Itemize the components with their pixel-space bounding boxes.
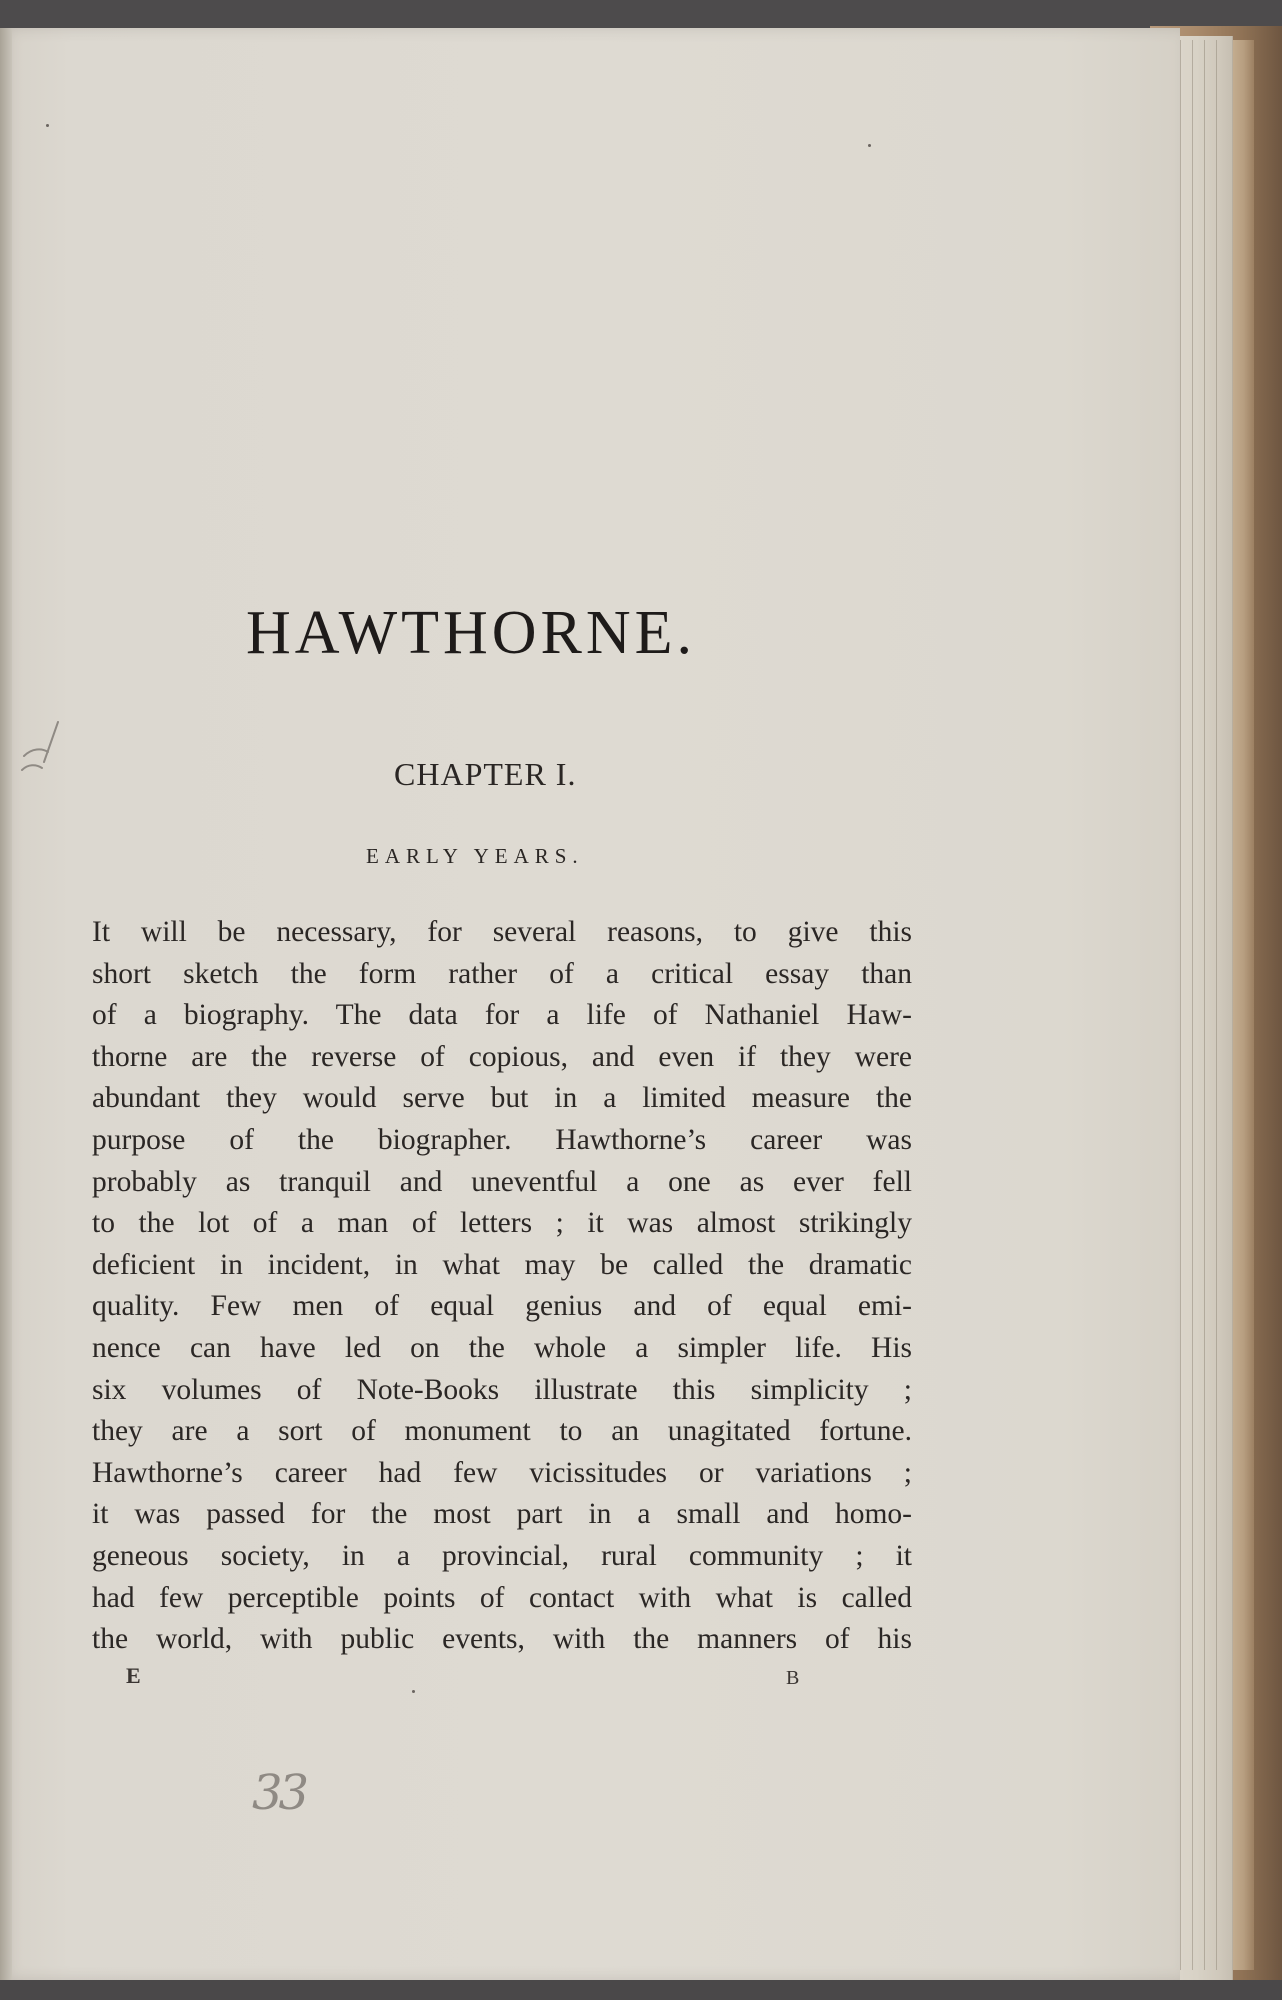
text-line: it was passed for the most part in a small and homo- — [92, 1498, 912, 1531]
leaf-edge-line — [1192, 40, 1193, 1970]
book-title: HAWTHORNE. — [246, 599, 697, 667]
signature-mark-right: B — [786, 1667, 800, 1689]
text-line: short sketch the form rather of a critical essay than — [92, 957, 912, 990]
text-line: purpose of the biographer. Hawthorne’s career was — [92, 1123, 912, 1156]
text-line: nence can have led on the whole a simpler life. His — [92, 1331, 912, 1364]
text-line: the world, with public events, with the manners of his — [92, 1623, 912, 1656]
text-line: quality. Few men of equal genius and of equal emi- — [92, 1290, 912, 1323]
signature-mark-left: E — [126, 1663, 141, 1688]
page-gutter — [0, 28, 12, 1980]
paper-speck — [46, 124, 49, 127]
leaf-edge-line — [1204, 40, 1205, 1970]
text-line: abundant they would serve but in a limited measure the — [92, 1082, 912, 1115]
chapter-body-text — [92, 912, 912, 1661]
text-line: deficient in incident, in what may be called the dramatic — [92, 1248, 912, 1281]
text-line: had few perceptible points of contact with what is called — [92, 1581, 912, 1614]
background-strip — [0, 1980, 1282, 2000]
text-line: Hawthorne’s career had few vicissitudes or variations ; — [92, 1456, 912, 1489]
pencil-margin-mark — [14, 718, 70, 778]
text-line: to the lot of a man of letters ; it was almost strikingly — [92, 1207, 912, 1240]
text-line: thorne are the reverse of copious, and even if they were — [92, 1040, 912, 1073]
chapter-heading: CHAPTER I. — [394, 756, 577, 792]
text-line: of a biography. The data for a life of Nathaniel Haw- — [92, 999, 912, 1032]
text-line: It will be necessary, for several reasons, to give this — [92, 916, 912, 948]
paper-speck — [412, 1690, 415, 1693]
paper-speck — [868, 144, 871, 147]
text-line: they are a sort of monument to an unagitated fortune. — [92, 1415, 912, 1448]
text-line: geneous society, in a provincial, rural community ; it — [92, 1539, 912, 1572]
text-line: six volumes of Note-Books illustrate this simplicity ; — [92, 1373, 912, 1406]
text-line: probably as tranquil and uneventful a one as ever fell — [92, 1165, 912, 1198]
pencil-note: 33 — [252, 1765, 306, 1821]
chapter-subtitle: EARLY YEARS. — [366, 844, 584, 868]
page-leaves-stack — [1172, 36, 1233, 1980]
leaf-edge-line — [1180, 40, 1181, 1970]
leaf-edge-line — [1216, 40, 1217, 1970]
